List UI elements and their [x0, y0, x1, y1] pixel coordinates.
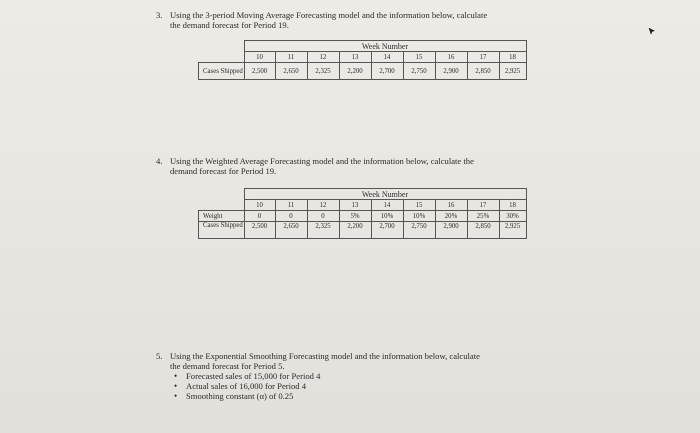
table-2-weight: 30%: [499, 211, 526, 222]
table-2-weight: 25%: [467, 211, 499, 222]
table-2-value: 2,650: [275, 222, 307, 239]
table-2-weight: 10%: [403, 211, 435, 222]
table-1-week: 11: [275, 52, 307, 63]
table-1-value: 2,700: [371, 63, 403, 80]
table-1-value: 2,850: [467, 63, 499, 80]
list-item: • Forecasted sales of 15,000 for Period 4: [174, 371, 576, 381]
table-1-week: 17: [467, 52, 499, 63]
question-5-number: 5.: [156, 351, 163, 361]
table-2-weight: 20%: [435, 211, 467, 222]
table-2-cases-label: Cases Shipped: [199, 222, 245, 239]
question-4-line1: Using the Weighted Average Forecasting model and the information below, calculate the: [170, 156, 474, 166]
table-2-weight: 0: [307, 211, 339, 222]
table-2-weight-label: Weight: [199, 211, 245, 222]
table-2-value: 2,200: [339, 222, 371, 239]
table-1-week: 12: [307, 52, 339, 63]
table-2-week: 16: [435, 200, 467, 211]
table-2-week: 11: [275, 200, 307, 211]
question-5-bullets: [156, 371, 576, 401]
table-1-value: 2,200: [339, 63, 371, 80]
question-4-line2: demand forecast for Period 19.: [170, 166, 277, 176]
table-2-value: 2,925: [499, 222, 526, 239]
table-2-value: 2,325: [307, 222, 339, 239]
table-2-week: 15: [403, 200, 435, 211]
list-item: • Smoothing constant (α) of 0.25: [174, 391, 576, 401]
table-2-value: 2,850: [467, 222, 499, 239]
question-3-number: 3.: [156, 10, 163, 20]
table-1-week: 18: [499, 52, 526, 63]
table-2-header: Week Number: [244, 189, 526, 200]
table-1-value: 2,650: [275, 63, 307, 80]
table-2-value: 2,500: [244, 222, 275, 239]
question-5-line1: Using the Exponential Smoothing Forecasting model and the information below, calculate: [170, 351, 480, 361]
table-2-value: 2,900: [435, 222, 467, 239]
question-3-line1: Using the 3-period Moving Average Forecasting model and the information below, calculate: [170, 10, 488, 20]
table-1-value: 2,750: [403, 63, 435, 80]
table-2-week: 18: [499, 200, 526, 211]
table-1-week: 10: [244, 52, 275, 63]
table-1-row-label: Cases Shipped: [199, 63, 245, 80]
question-3-line2: the demand forecast for Period 19.: [170, 20, 289, 30]
table-1-value: 2,925: [499, 63, 526, 80]
question-5: [156, 351, 576, 401]
table-1-week: 16: [435, 52, 467, 63]
table-2-weight: 5%: [339, 211, 371, 222]
question-4-number: 4.: [156, 156, 163, 166]
table-1-week: 13: [339, 52, 371, 63]
table-2-weight: 0: [244, 211, 275, 222]
table-moving-average: [198, 40, 527, 80]
table-2-week: 17: [467, 200, 499, 211]
question-3: [156, 10, 576, 30]
question-5-line2: the demand forecast for Period 5.: [170, 361, 285, 371]
list-item: • Actual sales of 16,000 for Period 4: [174, 381, 576, 391]
table-2-week: 12: [307, 200, 339, 211]
table-2-week: 10: [244, 200, 275, 211]
table-1-value: 2,325: [307, 63, 339, 80]
question-4: [156, 156, 576, 176]
table-2-value: 2,750: [403, 222, 435, 239]
table-2-value: 2,700: [371, 222, 403, 239]
table-1-value: 2,500: [244, 63, 275, 80]
table-1-header: Week Number: [244, 41, 526, 52]
table-weighted-average: [198, 188, 527, 239]
mouse-pointer-icon: [647, 26, 657, 38]
table-2-weight: 10%: [371, 211, 403, 222]
table-2-week: 14: [371, 200, 403, 211]
table-2-weight: 0: [275, 211, 307, 222]
table-1-value: 2,900: [435, 63, 467, 80]
table-1-week: 14: [371, 52, 403, 63]
table-1-week: 15: [403, 52, 435, 63]
table-2-week: 13: [339, 200, 371, 211]
